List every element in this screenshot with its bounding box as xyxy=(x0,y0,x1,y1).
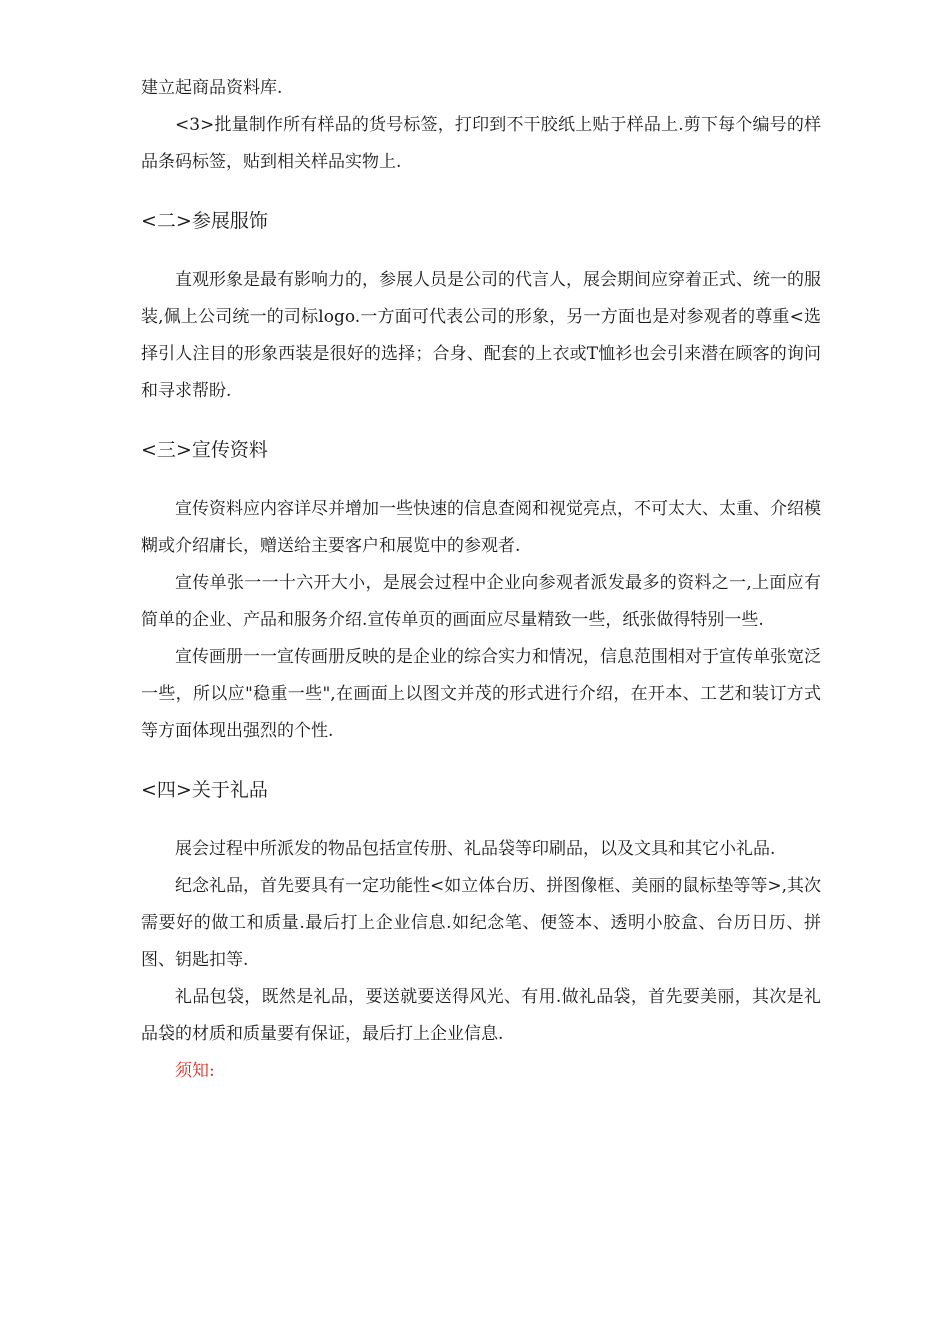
paragraph-intro-tail: 建立起商品资料库. xyxy=(141,78,283,98)
paragraph-attire-1: 直观形象是最有影响力的，参展人员是公司的代言人，展会期间应穿着正式、统一的服装,佩上公司统一的司标logo.一方面可代表公司的形象，另一方面也是对参观者的尊重<选择引人注目的形象西装是很好的选择；合身、配套的上衣或T恤衫也会引来潜在顾客的询问和寻求帮盼. xyxy=(141,270,821,401)
section-heading-promo-materials: <三>宣传资料 xyxy=(141,439,268,461)
paragraph-promo-2: 宣传单张一一十六开大小，是展会过程中企业向参观者派发最多的资料之一,上面应有简单的企业、产品和服务介绍.宣传单页的画面应尽量精致一些，纸张做得特别一些. xyxy=(141,573,821,630)
paragraph-gifts-1: 展会过程中所派发的物品包括宣传册、礼品袋等印刷品，以及文具和其它小礼品. xyxy=(175,839,776,859)
paragraph-gifts-2: 纪念礼品，首先要具有一定功能性<如立体台历、拼图像框、美丽的鼠标垫等等>,其次需要好的做工和质量.最后打上企业信息.如纪念笔、便签本、透明小胶盒、台历日历、拼图、钥匙扣等. xyxy=(141,876,821,970)
paragraph-gifts-3: 礼品包袋，既然是礼品，要送就要送得风光、有用.做礼品袋，首先要美丽，其次是礼品袋的材质和质量要有保证，最后打上企业信息. xyxy=(141,987,821,1044)
spacer xyxy=(141,809,821,831)
document-body xyxy=(141,70,821,1090)
paragraph-item-3: <3>批量制作所有样品的货号标签，打印到不干胶纸上贴于样品上.剪下每个编号的样品条码标签，贴到相关样品实物上. xyxy=(141,115,821,172)
paragraph-promo-1: 宣传资料应内容详尽并增加一些快速的信息查阅和视觉亮点，不可太大、太重、介绍模糊或介绍庸长，赠送给主要客户和展览中的参观者. xyxy=(141,499,821,556)
spacer xyxy=(141,181,821,203)
note-label: 须知: xyxy=(175,1061,215,1081)
section-heading-gifts: <四>关于礼品 xyxy=(141,779,268,801)
section-heading-attire: <二>参展服饰 xyxy=(141,210,268,232)
spacer xyxy=(141,750,821,772)
spacer xyxy=(141,469,821,491)
spacer xyxy=(141,410,821,432)
spacer xyxy=(141,240,821,262)
paragraph-promo-3: 宣传画册一一宣传画册反映的是企业的综合实力和情况，信息范围相对于宣传单张宽泛一些，所以应"稳重一些",在画面上以图文并茂的形式进行介绍，在开本、工艺和装订方式等方面体现出强烈的个性. xyxy=(141,647,821,741)
